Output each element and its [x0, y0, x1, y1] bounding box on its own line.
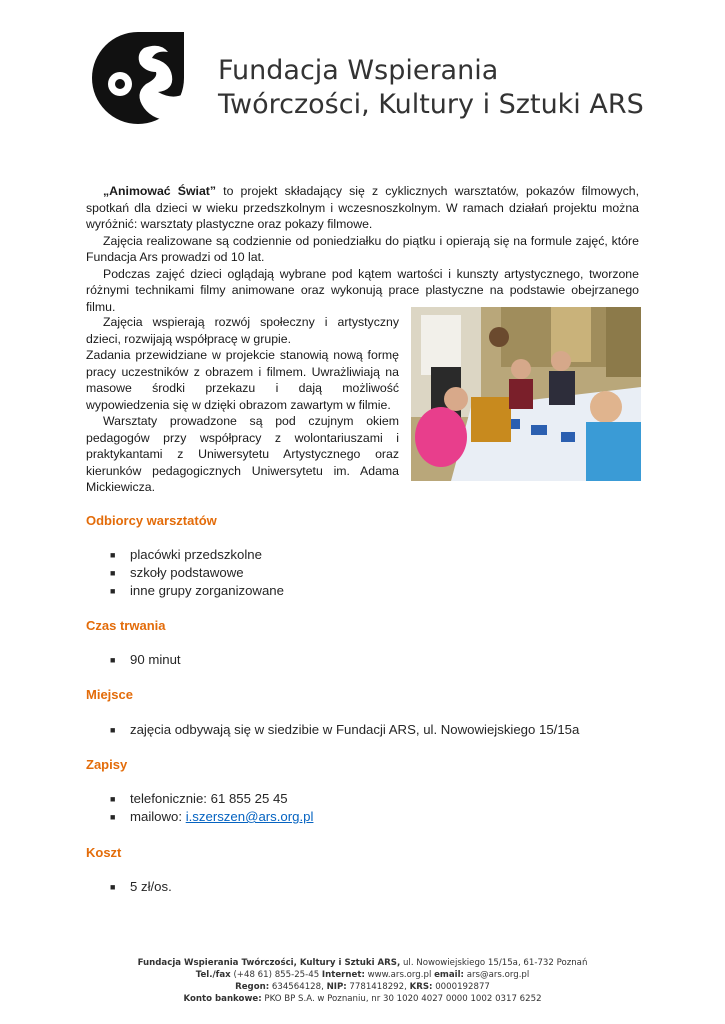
- footer-nip: 7781418292,: [346, 982, 410, 992]
- duration-list: [110, 651, 181, 669]
- place-heading: Miejsce: [86, 687, 133, 702]
- email-link[interactable]: i.szerszen@ars.org.pl: [185, 809, 314, 824]
- recipients-heading: Odbiorcy warsztatów: [86, 513, 217, 528]
- page-footer: [100, 957, 625, 1005]
- phone-text: telefonicznie: 61 855 25 45: [130, 791, 288, 806]
- list-item-text: inne grupy zorganizowane: [130, 583, 284, 598]
- list-item-text: placówki przedszkolne: [130, 547, 262, 562]
- paragraph-6: Warsztaty prowadzone są pod czujnym okiem pedagogów przy współpracy z wolontariuszami i praktykantami z Uniwersytetu Artystycznego oraz kierunków pedagogicznych Uniwersytetu im. Adama Mickiewicza.: [86, 414, 399, 494]
- signup-list: [110, 790, 313, 826]
- list-item: [110, 721, 579, 739]
- ars-logo: [86, 28, 190, 126]
- duration-heading: Czas trwania: [86, 618, 166, 633]
- org-title: [218, 54, 644, 122]
- place-list: [110, 721, 579, 739]
- list-item: [110, 651, 181, 669]
- list-item-text: 5 zł/os.: [130, 879, 172, 894]
- footer-regon: 634564128,: [269, 982, 327, 992]
- list-item: [110, 790, 313, 808]
- footer-bank: PKO BP S.A. w Poznaniu, nr 30 1020 4027 0000 1002 0317 6252: [261, 994, 542, 1004]
- footer-krs-label: KRS:: [409, 982, 433, 992]
- footer-bank-label: Konto bankowe:: [183, 994, 262, 1004]
- list-item-text: szkoły podstawowe: [130, 565, 244, 580]
- list-item-text: 90 minut: [130, 652, 181, 667]
- bullet-icon: ■: [110, 794, 116, 804]
- footer-nip-label: NIP:: [326, 982, 347, 992]
- list-item: [110, 582, 284, 600]
- signup-heading: Zapisy: [86, 757, 128, 772]
- footer-email-label: email:: [434, 970, 464, 980]
- paragraph-5: Zadania przewidziane w projekcie stanowią nową formę pracy uczestników z obrazem i filmem. Uwrażliwiają na masowe środki przekazu i dają możliwość wypowiedzenia się w dzięki obrazom zawartym w filmie.: [86, 348, 399, 412]
- recipients-list: [110, 546, 284, 600]
- list-item-text: zajęcia odbywają się w siedzibie w Fundacji ARS, ul. Nowowiejskiego 15/15a: [130, 722, 580, 737]
- footer-address: ul. Nowowiejskiego 15/15a, 61-732 Poznań: [400, 958, 588, 968]
- wrap-text: [86, 314, 399, 496]
- list-item: [110, 808, 313, 826]
- cost-list: [110, 878, 172, 896]
- list-item: [110, 878, 172, 896]
- bullet-icon: ■: [110, 568, 116, 578]
- project-name: „Animować Świat”: [103, 184, 217, 198]
- cost-heading: Koszt: [86, 845, 122, 860]
- bullet-icon: ■: [110, 586, 116, 596]
- bullet-icon: ■: [110, 812, 116, 822]
- bullet-icon: ■: [110, 655, 116, 665]
- footer-line-1: [100, 957, 625, 969]
- footer-tel-label: Tel./fax: [195, 970, 231, 980]
- bullet-icon: ■: [110, 882, 116, 892]
- workshop-photo: [411, 307, 641, 481]
- intro-paragraph-2: Zajęcia realizowane są codziennie od poniedziałku do piątku i opierają się na formule zajęć, które Fundacja Ars prowadzi od 10 lat.: [86, 233, 639, 264]
- footer-email: ars@ars.org.pl: [463, 970, 530, 980]
- org-title-line1: Fundacja Wspierania: [218, 55, 499, 86]
- footer-internet: www.ars.org.pl: [364, 970, 435, 980]
- intro-text: [86, 183, 639, 315]
- intro-paragraph-3: Podczas zajęć dzieci oglądają wybrane pod kątem wartości i kunszty artystycznego, tworzone różnymi technikami filmy animowane oraz wykonują prace plastyczne na podstawie obejrzanego filmu.: [86, 266, 639, 314]
- footer-regon-label: Regon:: [235, 982, 270, 992]
- email-prefix: mailowo:: [130, 809, 186, 824]
- footer-line-2: [100, 969, 625, 981]
- footer-tel: (+48 61) 855-25-45: [230, 970, 322, 980]
- intro-paragraph-1: [86, 183, 639, 233]
- footer-org-name: Fundacja Wspierania Twórczości, Kultury i Sztuki ARS,: [137, 958, 401, 968]
- footer-line-3: [100, 981, 625, 993]
- list-item: [110, 546, 284, 564]
- footer-internet-label: Internet:: [321, 970, 365, 980]
- footer-krs: 0000192877: [432, 982, 490, 992]
- list-item: [110, 564, 284, 582]
- bullet-icon: ■: [110, 725, 116, 735]
- bullet-icon: ■: [110, 550, 116, 560]
- footer-line-4: [100, 993, 625, 1005]
- org-title-line2: Twórczości, Kultury i Sztuki ARS: [218, 89, 644, 120]
- intro-paragraph-1-text: to projekt składający się z cyklicznych warsztatów, pokazów filmowych, spotkań dla dzieci w wieku przedszkolnym i wczesnoszkolnym. W ramach działań projektu można wyróżnić: warsztaty plastyczne oraz pokazy filmowe.: [86, 184, 640, 231]
- paragraph-4: Zajęcia wspierają rozwój społeczny i artystyczny dzieci, rozwijają współpracę w grupie.: [86, 315, 399, 346]
